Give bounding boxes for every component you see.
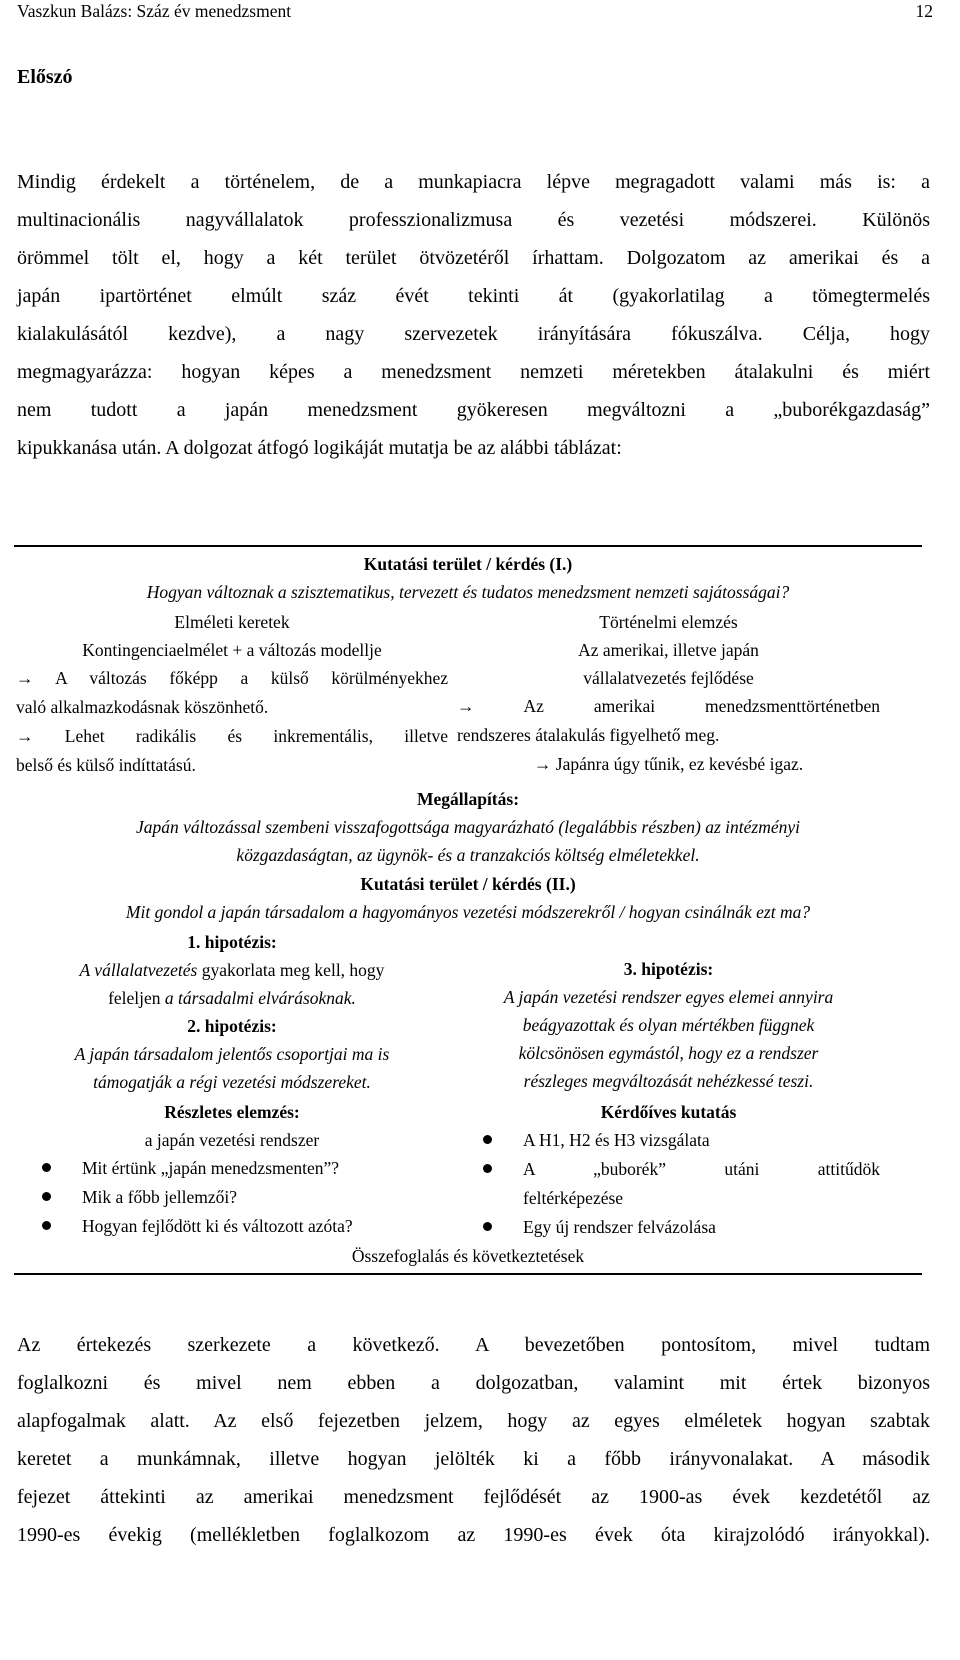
list-item xyxy=(16,1212,448,1241)
hypothesis-1-line xyxy=(16,984,448,1012)
list-item-text: feltérképezése xyxy=(523,1188,624,1208)
bullet-icon xyxy=(42,1163,51,1172)
research-area-1-title: Kutatási terület / kérdés (I.) xyxy=(363,554,573,574)
hypotheses-left xyxy=(16,928,448,1096)
text-line: 1990-es évekig (mellékletben foglalkozom az 1990-es évek óta kirajzolódó irányokkal). xyxy=(17,1524,930,1546)
finding-line: Japán változással szembeni visszafogottsága magyarázható (legalábbis részben) az intézményi xyxy=(136,817,800,837)
hypothesis-3-line: beágyazottak és olyan mértékben függnek xyxy=(522,1015,815,1035)
text-line: kipukkanása után. A dolgozat átfogó logikáját mutatja be az alábbi táblázat: xyxy=(17,437,622,459)
list-item-text: Egy új rendszer felvázolása xyxy=(523,1217,716,1237)
text-line: multinacionális nagyvállalatok professzionalizmusa és vezetési módszerei. Különös xyxy=(17,209,930,231)
theory-title: Elméleti keretek xyxy=(174,612,290,632)
history-box xyxy=(457,608,880,778)
list-item-text: A H1, H2 és H3 vizsgálata xyxy=(523,1130,710,1150)
theory-line: → Lehet radikális és inkrementális, illetve xyxy=(16,726,448,746)
summary-box xyxy=(14,1242,922,1270)
research-logic-table xyxy=(14,545,922,1275)
list-item-text: Mik a főbb jellemzői? xyxy=(82,1187,238,1207)
hypothesis-2-line: A japán társadalom jelentős csoportjai ma is xyxy=(74,1044,390,1064)
page-header xyxy=(17,0,943,26)
detailed-analysis-title: Részletes elemzés: xyxy=(164,1102,300,1122)
history-line: → Az amerikai menedzsmenttörténetben xyxy=(457,696,880,716)
bullet-icon xyxy=(483,1164,492,1173)
section-heading: Előszó xyxy=(17,66,73,88)
hypothesis-3-title: 3. hipotézis: xyxy=(623,959,714,979)
hypothesis-1-line xyxy=(16,956,448,984)
hypothesis-3-box xyxy=(457,955,880,1095)
list-item-text: Hogyan fejlődött ki és változott azóta? xyxy=(82,1216,353,1236)
survey-box xyxy=(457,1098,880,1242)
running-title: Vaszkun Balázs: Száz év menedzsment xyxy=(17,1,292,21)
table-top-rule xyxy=(14,545,922,547)
hypothesis-1-italic: a társadalmi elvárásoknak. xyxy=(164,988,356,1008)
text-line: foglalkozni és mivel nem ebben a dolgozatban, valamint mit értek bizonyos xyxy=(17,1372,930,1394)
text-line: fejezet áttekinti az amerikai menedzsment fejlődését az 1900-as évek kezdetétől az xyxy=(17,1486,930,1508)
list-item-text: Mit értünk „japán menedzsmenten”? xyxy=(82,1158,340,1178)
text-line: kialakulásától kezdve), a nagy szervezetek irányítására fókuszálva. Célja, hogy xyxy=(17,323,930,345)
list-item xyxy=(457,1126,880,1155)
detailed-analysis-list xyxy=(16,1154,448,1241)
list-item xyxy=(16,1154,448,1183)
history-title: Történelmi elemzés xyxy=(599,612,738,632)
table-bottom-rule xyxy=(14,1273,922,1275)
survey-title: Kérdőíves kutatás xyxy=(600,1102,737,1122)
history-line: rendszeres átalakulás figyelhető meg. xyxy=(457,725,720,745)
finding-line: közgazdaságtan, az ügynök- és a tranzakciós költség elméletekkel. xyxy=(236,845,700,865)
list-item xyxy=(16,1183,448,1212)
research-area-2-question: Mit gondol a japán társadalom a hagyományos vezetési módszerekről / hogyan csinálnák ezt ma? xyxy=(125,902,811,922)
theory-box xyxy=(16,608,448,780)
research-area-1-question: Hogyan változnak a szisztematikus, tervezett és tudatos menedzsment nemzeti sajátosságai? xyxy=(146,582,790,602)
detailed-analysis-box xyxy=(16,1098,448,1241)
hypothesis-3-line: részleges megváltozását nehézkessé teszi. xyxy=(523,1071,814,1091)
research-question-1 xyxy=(14,550,922,606)
history-line: vállalatvezetés fejlődése xyxy=(583,668,754,688)
research-question-2 xyxy=(14,870,922,926)
bullet-icon xyxy=(483,1222,492,1231)
theory-subtitle: Kontingenciaelmélet + a változás modellje xyxy=(82,640,382,660)
list-item-text: A „buborék” utáni attitűdök xyxy=(523,1159,880,1179)
list-item xyxy=(457,1155,880,1213)
bullet-icon xyxy=(483,1135,492,1144)
intro-paragraph xyxy=(17,163,930,467)
text-line: megmagyarázza: hogyan képes a menedzsment nemzeti méretekben átalakulni és miért xyxy=(17,361,930,383)
detailed-analysis-subtitle: a japán vezetési rendszer xyxy=(144,1130,320,1150)
finding-title: Megállapítás: xyxy=(416,789,520,809)
bullet-icon xyxy=(42,1221,51,1230)
bullet-icon xyxy=(42,1192,51,1201)
hypothesis-1-text: gyakorlata meg kell, hogy xyxy=(197,960,385,980)
text-line: alapfogalmak alatt. Az első fejezetben jelzem, hogy az egyes elméletek hogyan szabtak xyxy=(17,1410,930,1432)
hypothesis-1-text: feleljen xyxy=(108,988,165,1008)
theory-line: belső és külső indíttatású. xyxy=(16,755,196,775)
page-number: 12 xyxy=(915,1,933,21)
text-line: japán ipartörténet elmúlt száz évét tekinti át (gyakorlatilag a tömegtermelés xyxy=(17,285,930,307)
text-line: Mindig érdekelt a történelem, de a munkapiacra lépve megragadott valami más is: a xyxy=(17,171,930,193)
history-line: → Japánra úgy tűnik, ez kevésbé igaz. xyxy=(533,754,804,774)
survey-list xyxy=(457,1126,880,1242)
hypothesis-3-line: kölcsönösen egymástól, hogy ez a rendszer xyxy=(518,1043,819,1063)
summary-text: Összefoglalás és következtetések xyxy=(351,1246,585,1266)
history-line: Az amerikai, illetve japán xyxy=(578,640,759,660)
hypothesis-2-line: támogatják a régi vezetési módszereket. xyxy=(93,1072,371,1092)
research-area-2-title: Kutatási terület / kérdés (II.) xyxy=(360,874,576,894)
hypothesis-1-italic: A vállalatvezetés xyxy=(79,960,198,980)
outro-paragraph xyxy=(17,1326,930,1554)
text-line: örömmel tölt el, hogy a két terület ötvözetéről írhattam. Dolgozatom az amerikai és a xyxy=(17,247,930,269)
theory-line: → A változás főképp a külső körülményekhez xyxy=(16,668,448,688)
text-line: keretet a munkámnak, illetve hogyan jelölték ki a főbb irányvonalakat. A második xyxy=(17,1448,930,1470)
list-item xyxy=(457,1213,880,1242)
text-line: Az értekezés szerkezete a következő. A bevezetőben pontosítom, mivel tudtam xyxy=(17,1334,930,1356)
text-line: nem tudott a japán menedzsment gyökeresen megváltozni a „buborékgazdaság” xyxy=(17,399,930,421)
hypothesis-1-title: 1. hipotézis: xyxy=(187,932,277,952)
theory-line: való alkalmazkodásnak köszönhető. xyxy=(16,697,269,717)
hypothesis-2-title: 2. hipotézis: xyxy=(187,1016,277,1036)
finding-box xyxy=(14,785,922,869)
hypothesis-3-line: A japán vezetési rendszer egyes elemei annyira xyxy=(503,987,834,1007)
